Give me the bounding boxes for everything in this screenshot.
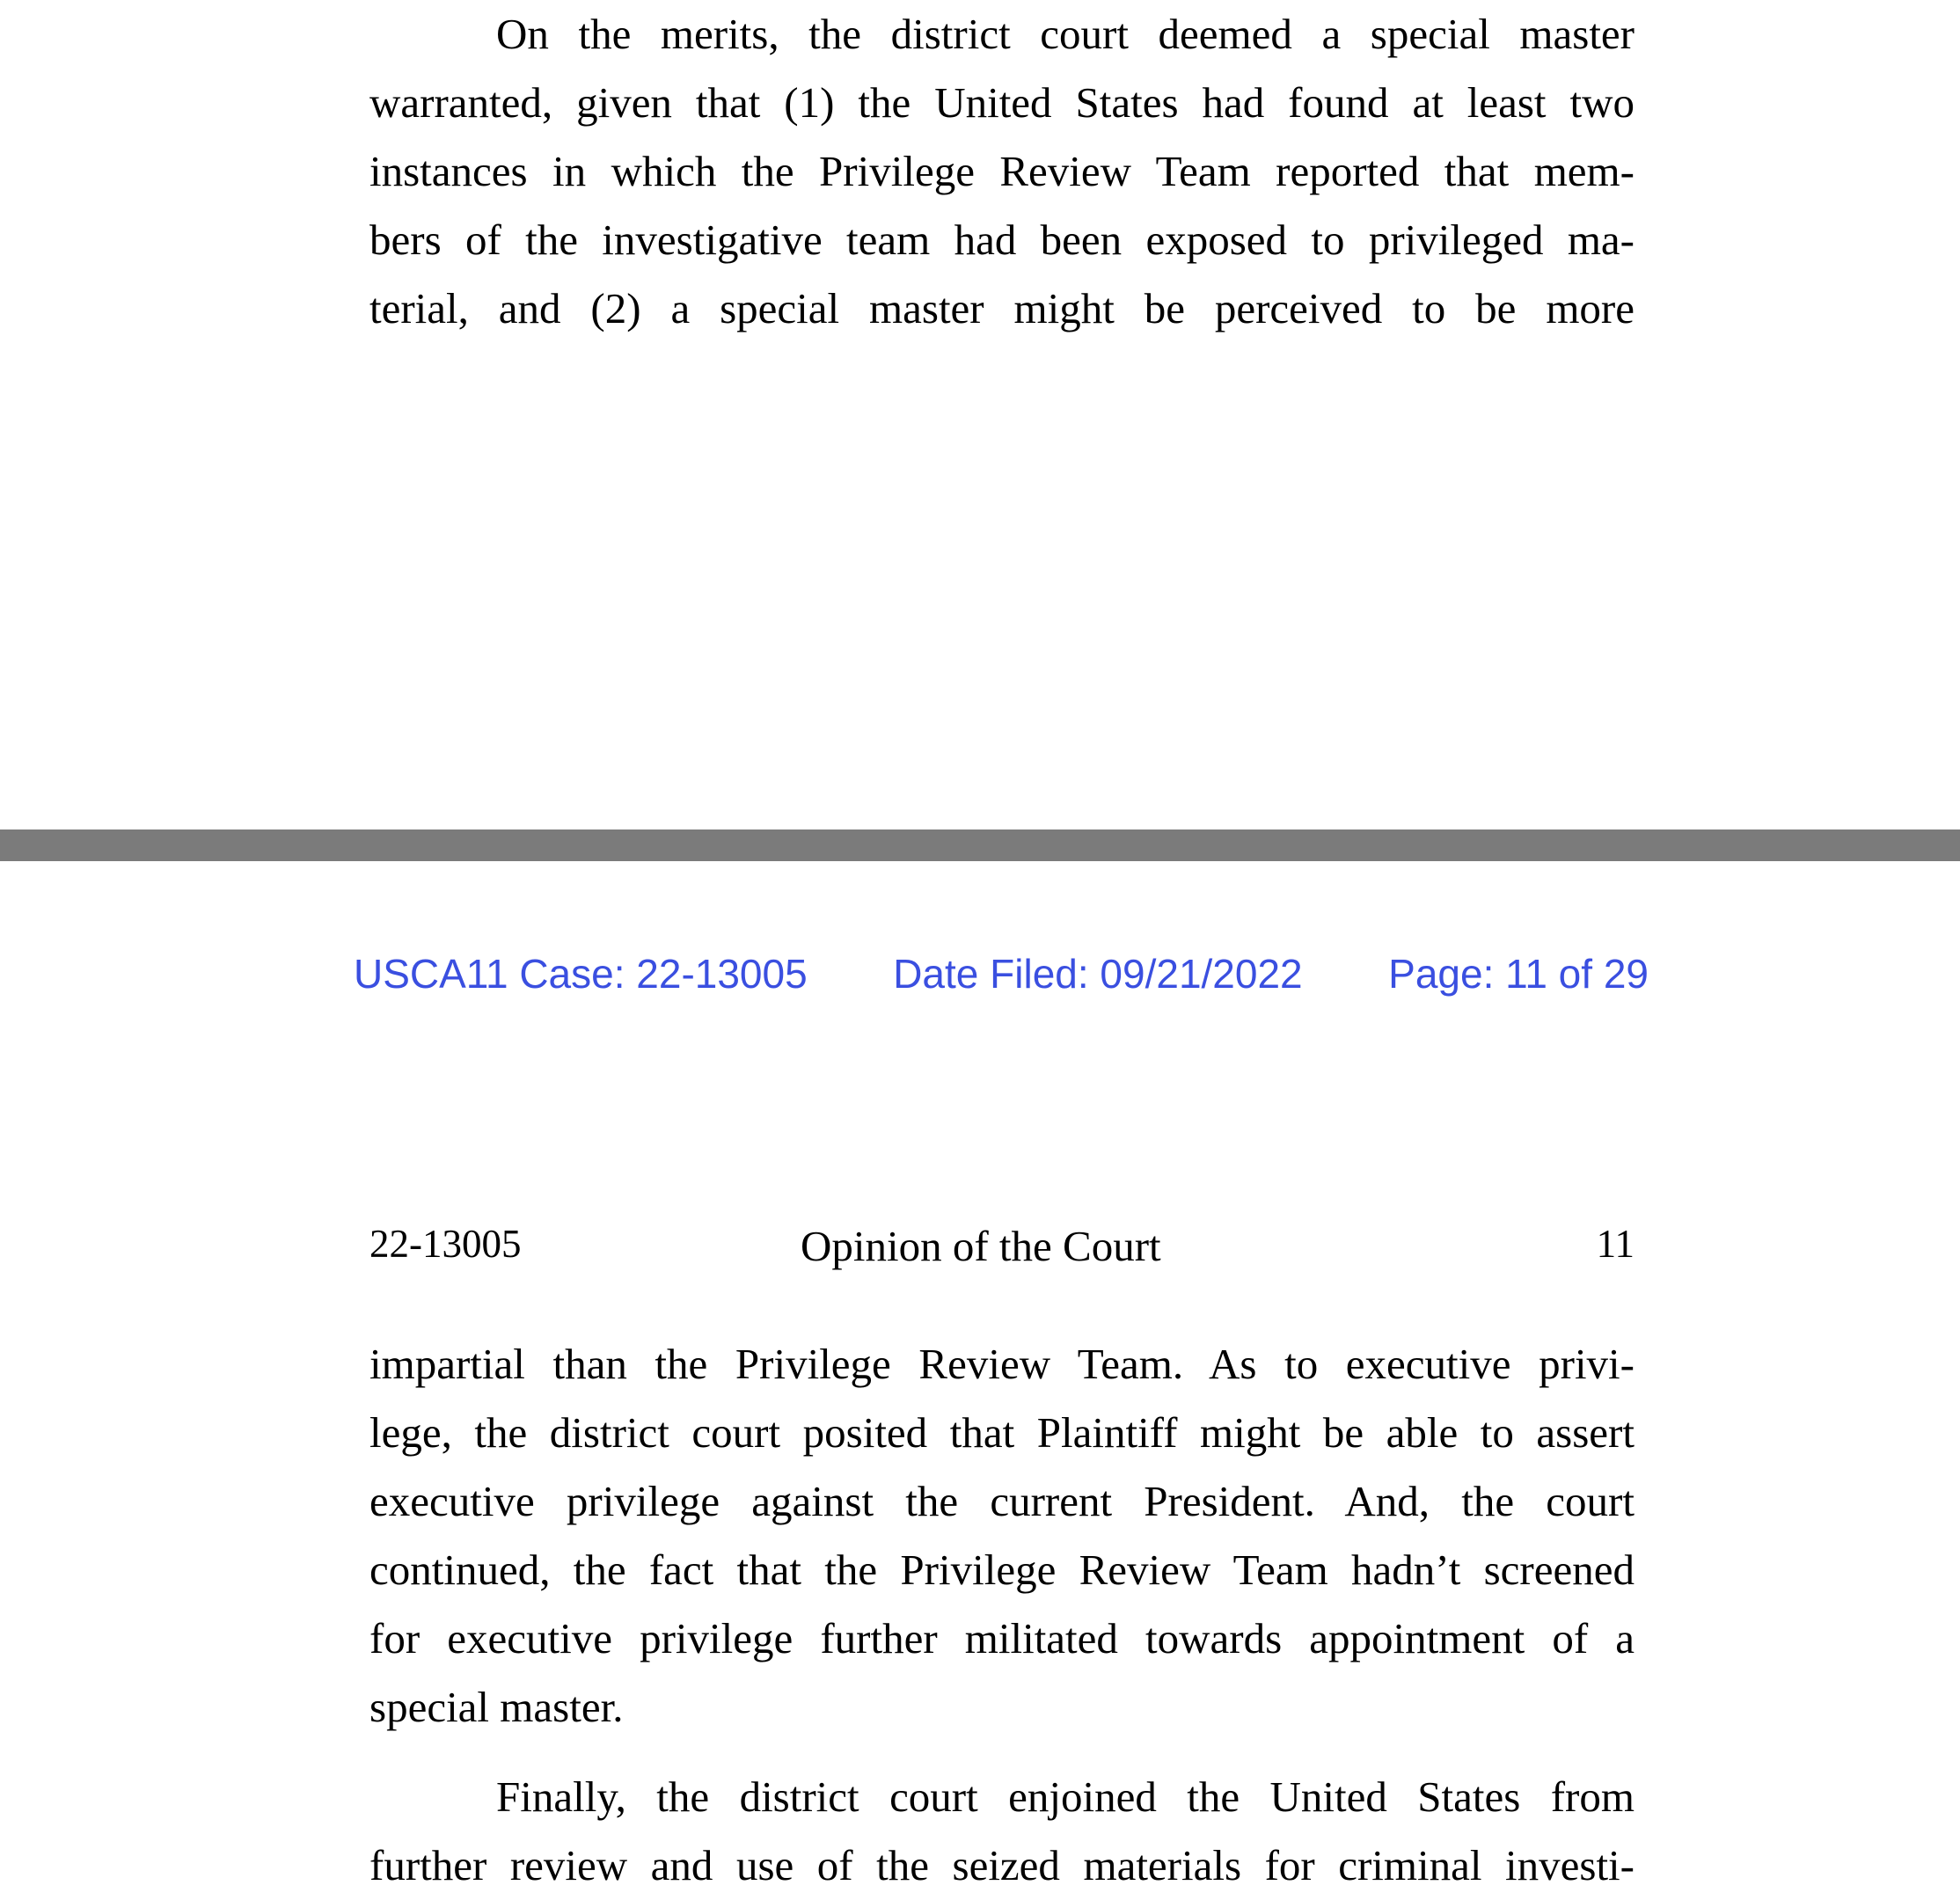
bottom-paragraph-2 <box>369 1763 1635 1900</box>
paragraph-line: instances in which the Privilege Review Team reported that mem- <box>369 147 1635 195</box>
paragraph-line: further review and use of the seized materials for criminal investi- <box>369 1841 1635 1889</box>
paragraph-line: terial, and (2) a special master might be perceived to be more <box>369 284 1635 332</box>
stamp-case: USCA11 Case: 22-13005 <box>354 951 808 997</box>
paragraph-line: special master. <box>369 1683 624 1731</box>
stamp-date-filed: Date Filed: 09/21/2022 <box>893 951 1303 997</box>
paragraph-line: continued, the fact that the Privilege Review Team hadn’t screened <box>369 1546 1635 1594</box>
paragraph-line: bers of the investigative team had been exposed to privileged ma- <box>369 216 1635 264</box>
paragraph-line: executive privilege against the current President. And, the court <box>369 1477 1635 1525</box>
paragraph-line: Finally, the district court enjoined the United States from <box>496 1772 1635 1821</box>
stamp-page: Page: 11 of 29 <box>1388 951 1649 997</box>
running-head <box>369 1221 1635 1274</box>
paragraph-line: warranted, given that (1) the United States had found at least two <box>369 78 1635 127</box>
top-paragraph <box>369 0 1635 343</box>
filing-stamp <box>354 950 1649 998</box>
paragraph-line: for executive privilege further militated towards appointment of a <box>369 1614 1635 1662</box>
running-head-title: Opinion of the Court <box>801 1222 1161 1270</box>
page-divider <box>0 829 1960 861</box>
bottom-paragraph-1 <box>369 1330 1635 1742</box>
paragraph-line: lege, the district court posited that Plaintiff might be able to assert <box>369 1408 1635 1457</box>
running-head-page-number: 11 <box>1596 1222 1635 1266</box>
paragraph-line: impartial than the Privilege Review Team. As to executive privi- <box>369 1340 1635 1388</box>
paragraph-line: On the merits, the district court deemed a special master <box>496 10 1635 58</box>
running-head-case-number: 22-13005 <box>369 1222 522 1266</box>
